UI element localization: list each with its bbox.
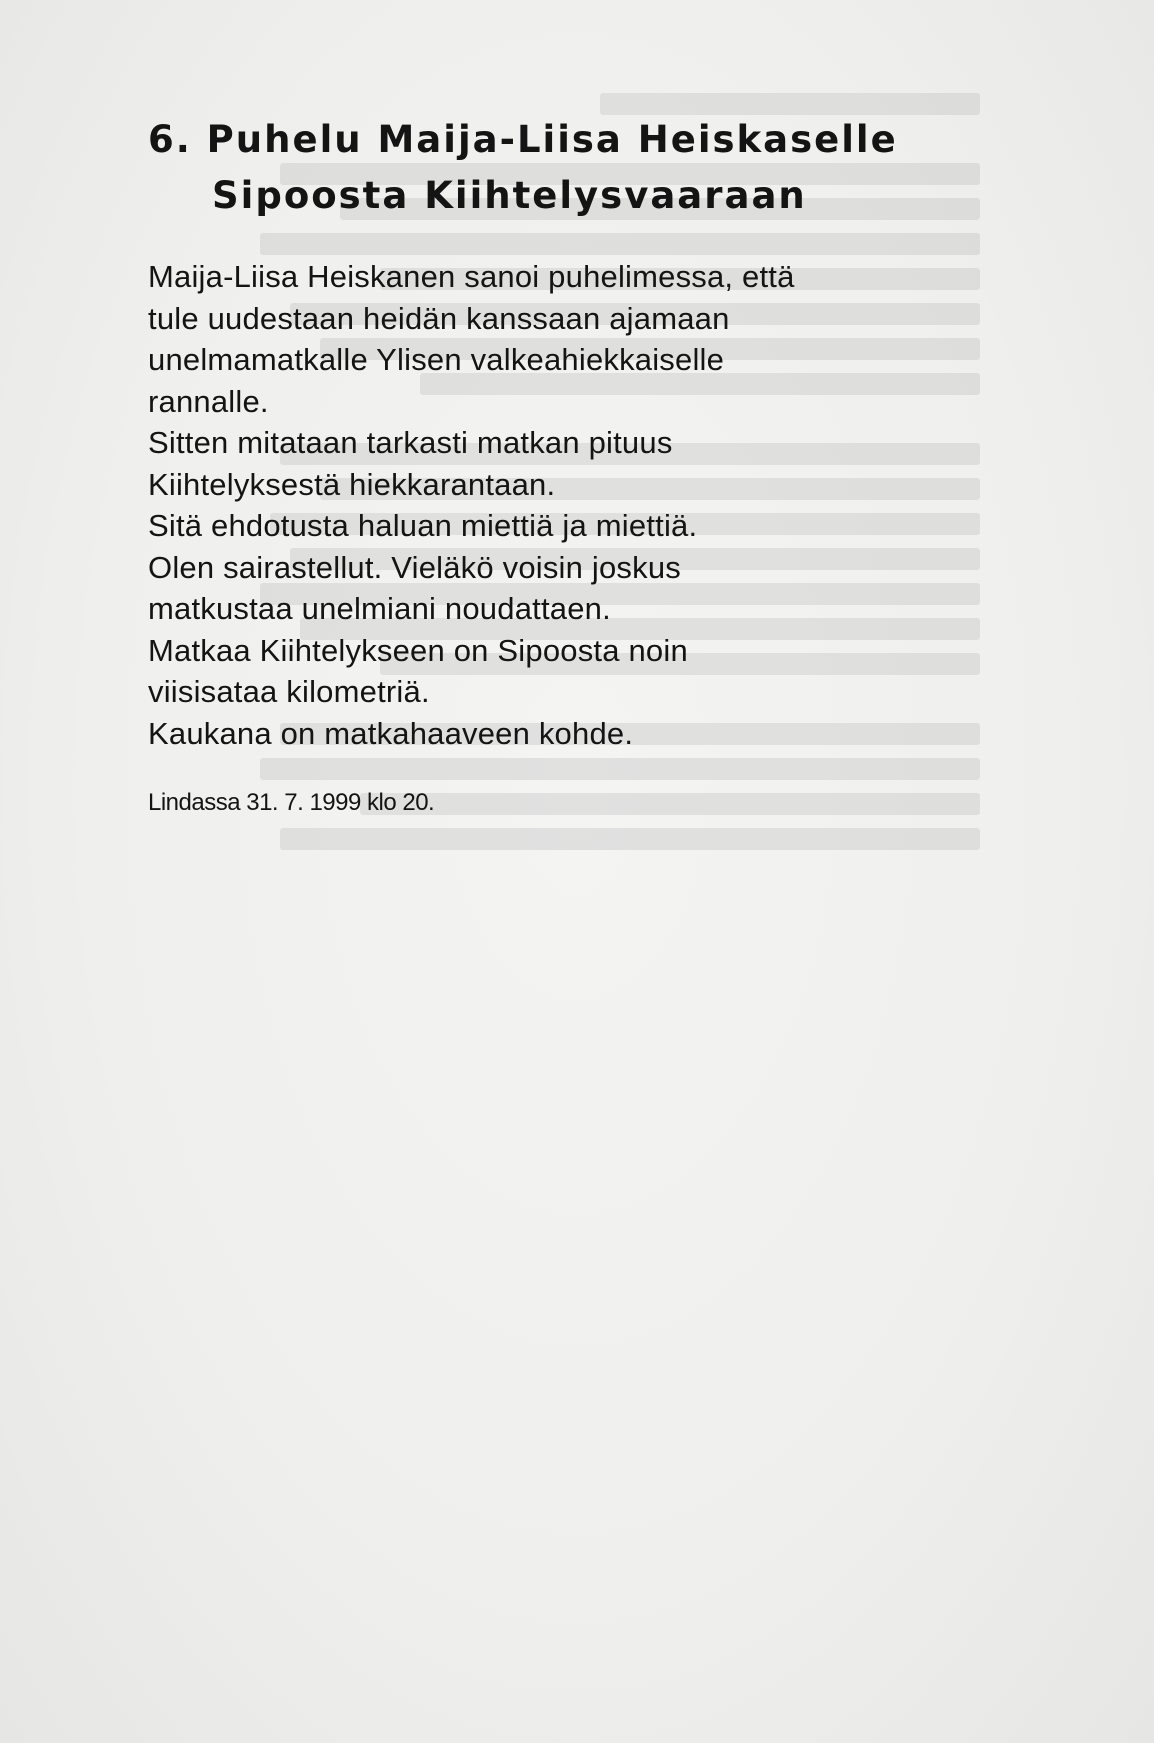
body-line: Kaukana on matkahaaveen kohde. [148,715,634,751]
document-content [148,112,1028,818]
chapter-heading [148,112,1028,224]
heading-line-2: Sipoosta Kiihtelysvaaraan [212,174,807,217]
body-line: rannalle. [148,383,269,419]
body-line: Sitä ehdotusta haluan miettiä ja miettiä. [148,508,698,543]
body-line: tule uudestaan heidän kanssaan ajamaan [148,300,730,336]
body-line: Matkaa Kiihtelykseen on Sipoosta noin [148,632,688,668]
heading-line-1: 6. Puhelu Maija-Liisa Heiskaselle [148,118,898,161]
body-line: matkustaa unelmiani noudattaen. [148,591,611,626]
signature-date: Lindassa 31. 7. 1999 klo 20. [148,789,435,816]
body-line: Sitten mitataan tarkasti matkan pituus [148,425,673,460]
body-line: viisisataa kilometriä. [148,674,430,709]
body-line: Olen sairastellut. Vieläkö voisin joskus [148,549,681,585]
poem-body [148,256,1028,754]
body-line: Maija-Liisa Heiskanen sanoi puhelimessa, että [148,259,795,294]
body-line: unelmamatkalle Ylisen valkeahiekkaiselle [148,342,725,377]
body-line: Kiihtelyksestä hiekkarantaan. [148,466,556,502]
